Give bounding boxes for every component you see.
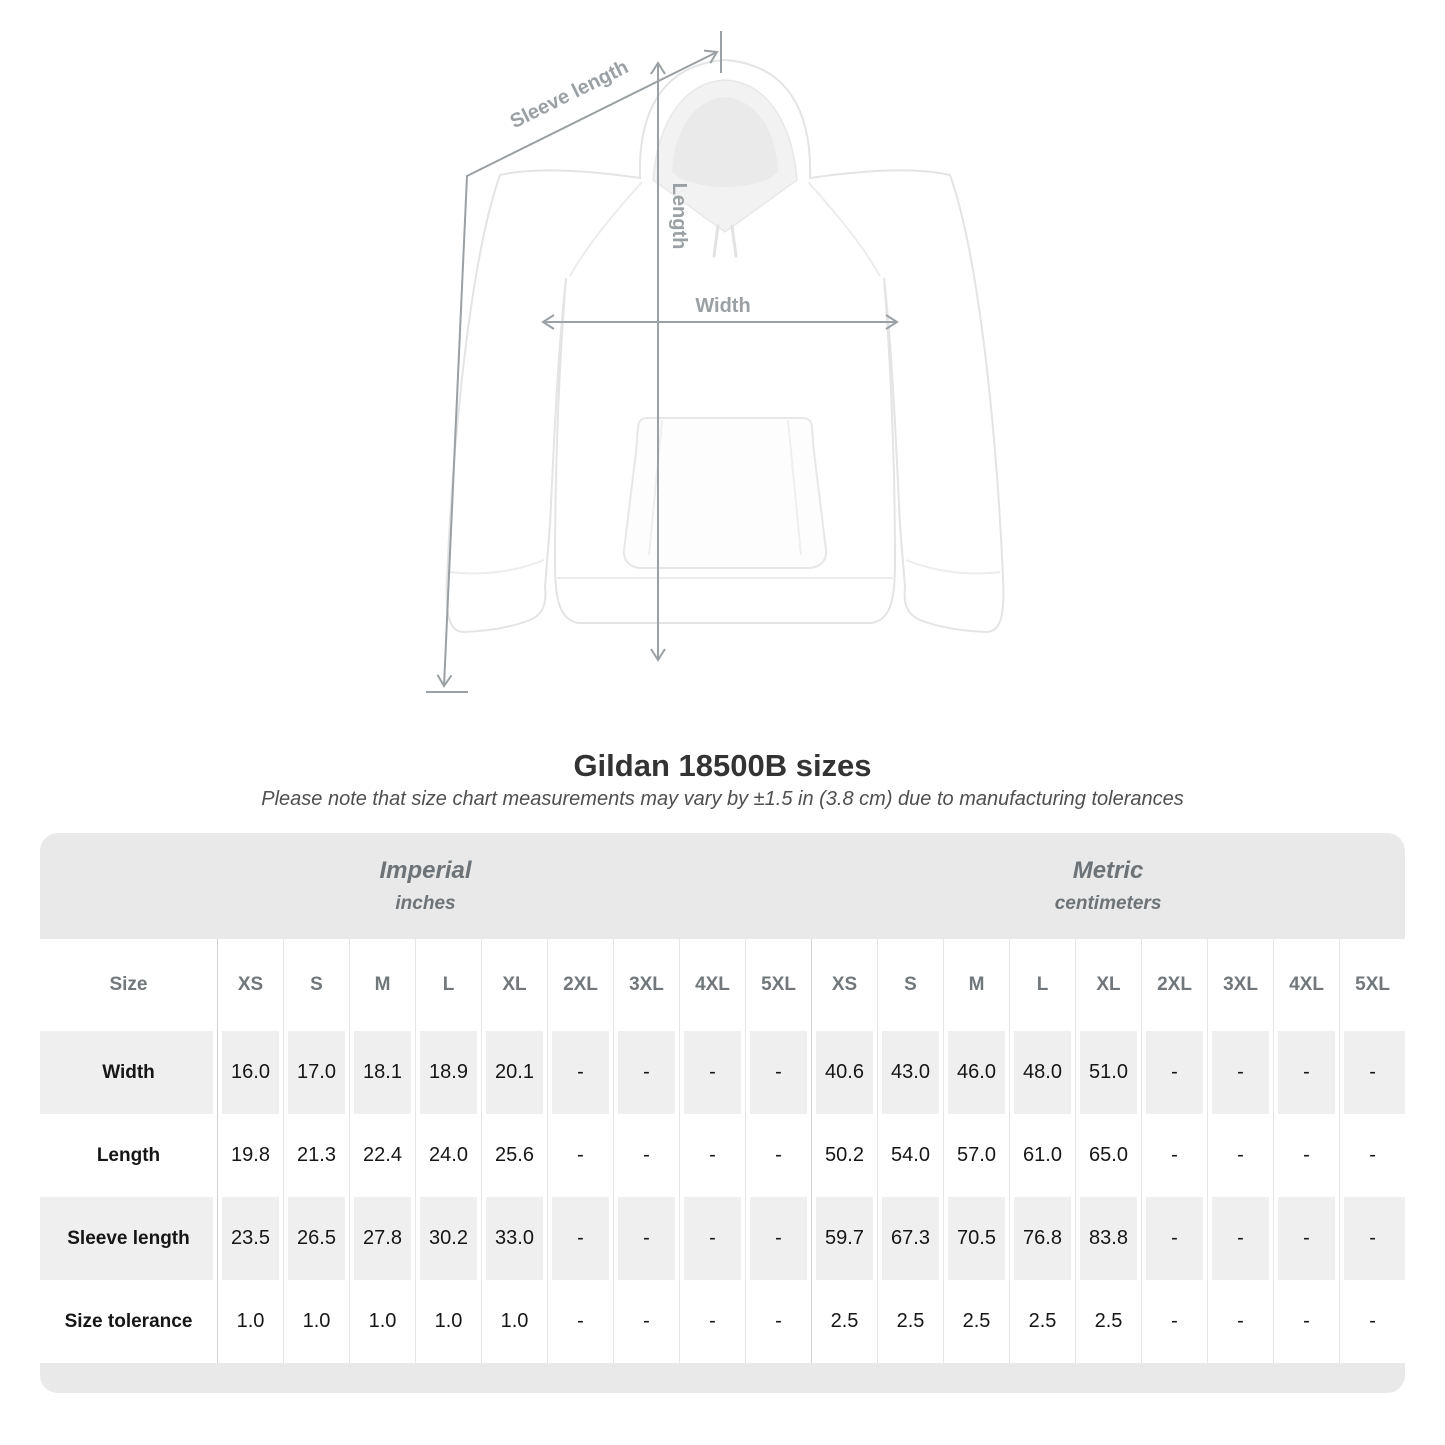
size-col-header: S (283, 939, 349, 1031)
metric-title: Metric (1072, 857, 1144, 884)
cell: 2.5 (877, 1280, 943, 1363)
size-col-header: L (415, 939, 481, 1031)
cell: - (1207, 1280, 1273, 1363)
cell: 19.8 (217, 1114, 283, 1197)
cell: - (679, 1197, 745, 1280)
cell: - (1141, 1197, 1207, 1280)
length-label: Length (668, 182, 690, 250)
imperial-title: Imperial (379, 857, 472, 884)
cell: 18.1 (349, 1031, 415, 1114)
cell: 30.2 (415, 1197, 481, 1280)
cell: 17.0 (283, 1031, 349, 1114)
size-col-header: XS (217, 939, 283, 1031)
page-title: Gildan 18500B sizes (573, 748, 872, 783)
cell: 1.0 (415, 1280, 481, 1363)
table-footer-row (40, 1363, 1405, 1393)
unit-header-row (40, 833, 1405, 939)
size-label: Size (109, 974, 148, 995)
cell: - (679, 1280, 745, 1363)
cell: 20.1 (481, 1031, 547, 1114)
size-col-header: XL (1075, 939, 1141, 1031)
cell: - (1339, 1280, 1405, 1363)
size-col-header: M (349, 939, 415, 1031)
imperial-header (40, 833, 811, 939)
size-col-header: 5XL (1339, 939, 1405, 1031)
cell: - (613, 1197, 679, 1280)
size-header-row (40, 939, 1405, 1031)
cell: 65.0 (1075, 1114, 1141, 1197)
size-col-header: S (877, 939, 943, 1031)
cell: 1.0 (349, 1280, 415, 1363)
cell: - (745, 1031, 811, 1114)
cell: 54.0 (877, 1114, 943, 1197)
size-col-header: 4XL (1273, 939, 1339, 1031)
size-col-header: L (1009, 939, 1075, 1031)
row-label: Width (40, 1031, 217, 1114)
cell: - (1141, 1031, 1207, 1114)
table-row-sleeve-length (40, 1197, 1405, 1280)
cell: 61.0 (1009, 1114, 1075, 1197)
cell: - (1339, 1197, 1405, 1280)
size-col-header: 3XL (1207, 939, 1273, 1031)
cell: - (745, 1114, 811, 1197)
cell: 25.6 (481, 1114, 547, 1197)
cell: - (1141, 1114, 1207, 1197)
cell: 33.0 (481, 1197, 547, 1280)
cell: 24.0 (415, 1114, 481, 1197)
cell: - (547, 1031, 613, 1114)
cell: - (547, 1114, 613, 1197)
cell: - (547, 1280, 613, 1363)
size-col-header: 2XL (1141, 939, 1207, 1031)
size-table (40, 833, 1405, 1393)
row-label: Length (96, 1144, 161, 1166)
cell: 2.5 (1075, 1280, 1141, 1363)
cell: - (547, 1197, 613, 1280)
imperial-unit: inches (395, 893, 456, 914)
cell: 57.0 (943, 1114, 1009, 1197)
cell: - (1207, 1197, 1273, 1280)
cell: - (1273, 1031, 1339, 1114)
cell: 1.0 (481, 1280, 547, 1363)
size-col-header: M (943, 939, 1009, 1031)
cell: 83.8 (1075, 1197, 1141, 1280)
size-col-header: XS (811, 939, 877, 1031)
cell: 40.6 (811, 1031, 877, 1114)
metric-unit: centimeters (1054, 893, 1162, 914)
cell: 76.8 (1009, 1197, 1075, 1280)
cell: - (1207, 1031, 1273, 1114)
cell: - (1273, 1114, 1339, 1197)
cell: 2.5 (1009, 1280, 1075, 1363)
cell: - (679, 1031, 745, 1114)
cell: 26.5 (283, 1197, 349, 1280)
cell: 43.0 (877, 1031, 943, 1114)
cell: - (613, 1280, 679, 1363)
cell: - (613, 1114, 679, 1197)
hoodie-diagram (400, 20, 1050, 720)
cell: - (1339, 1114, 1405, 1197)
cell: 70.5 (943, 1197, 1009, 1280)
row-label: Size tolerance (64, 1310, 193, 1332)
cell: 51.0 (1075, 1031, 1141, 1114)
cell: 2.5 (811, 1280, 877, 1363)
cell: 1.0 (217, 1280, 283, 1363)
table-row-width (40, 1031, 1405, 1114)
cell: 27.8 (349, 1197, 415, 1280)
size-col-header: XL (481, 939, 547, 1031)
cell: 48.0 (1009, 1031, 1075, 1114)
cell: 21.3 (283, 1114, 349, 1197)
cell: - (745, 1280, 811, 1363)
cell: 18.9 (415, 1031, 481, 1114)
cell: - (613, 1031, 679, 1114)
row-label: Sleeve length (40, 1197, 217, 1280)
cell: - (1273, 1197, 1339, 1280)
cell: - (1273, 1280, 1339, 1363)
cell: 1.0 (283, 1280, 349, 1363)
cell: 59.7 (811, 1197, 877, 1280)
cell: - (1141, 1280, 1207, 1363)
cell: 16.0 (217, 1031, 283, 1114)
page-subtitle: Please note that size chart measurements may vary by ±1.5 in (3.8 cm) due to manufacturing tolerances (261, 788, 1184, 810)
cell: 23.5 (217, 1197, 283, 1280)
table-row-length (40, 1114, 1405, 1197)
size-col-header: 4XL (679, 939, 745, 1031)
cell: 46.0 (943, 1031, 1009, 1114)
cell: 22.4 (349, 1114, 415, 1197)
cell: 67.3 (877, 1197, 943, 1280)
cell: - (679, 1114, 745, 1197)
size-col-header: 5XL (745, 939, 811, 1031)
size-col-header: 2XL (547, 939, 613, 1031)
cell: - (1339, 1031, 1405, 1114)
table-footer-band (40, 1363, 1405, 1393)
cell: - (745, 1197, 811, 1280)
cell: 50.2 (811, 1114, 877, 1197)
sleeve-length-label: Sleeve length (506, 56, 632, 134)
metric-header (811, 833, 1405, 939)
cell: 2.5 (943, 1280, 1009, 1363)
width-label: Width (695, 295, 751, 317)
size-col-header: 3XL (613, 939, 679, 1031)
table-row-size-tolerance (40, 1280, 1405, 1363)
cell: - (1207, 1114, 1273, 1197)
